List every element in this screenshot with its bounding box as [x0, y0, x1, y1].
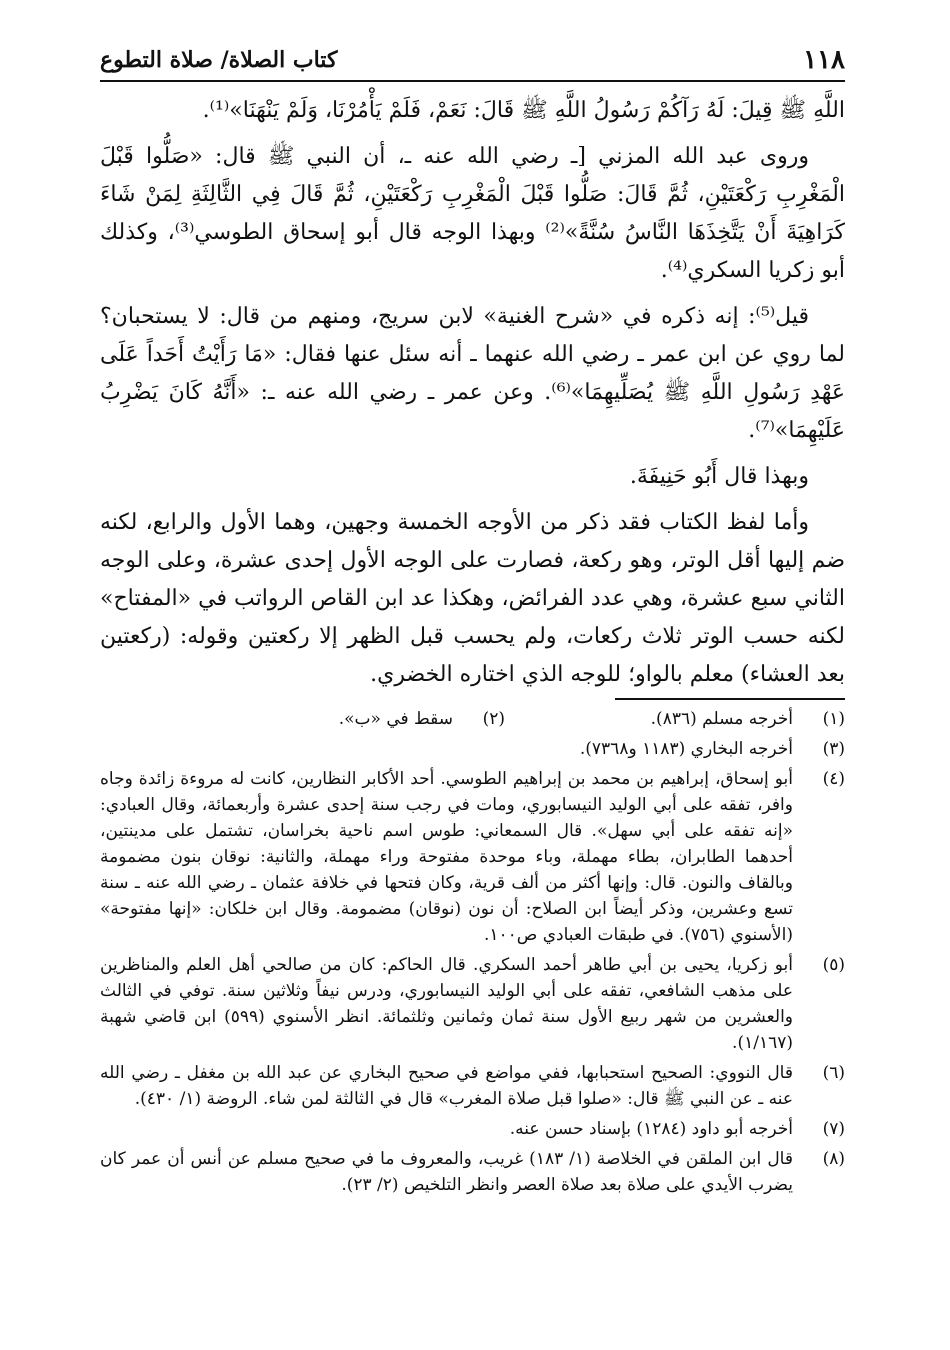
footnote: [100, 766, 845, 948]
paragraph: قيل⁽⁵⁾: إنه ذكره في «شرح الغنية» لابن سريج، ومنهم من قال: لا يستحبان؟ لما روي عن ابن عمر ـ رضي الله عنهما ـ أنه سئل عنها فقال: «مَا رَأَيْتُ أَحَداً عَلَى عَهْدِ رَسُولِ اللَّهِ ﷺ يُصَلِّيهِمَا»⁽⁶⁾. وعن عمر ـ رضي الله عنه ـ: «أَنَّهُ كَانَ يَضْرِبُ عَلَيْهِمَا»⁽⁷⁾.: [100, 304, 845, 443]
footnote-number: (٣): [822, 739, 845, 759]
paragraph: اللَّهِ ﷺ قِيلَ: لَهُ رَآكُمْ رَسُولُ اللَّهِ ﷺ قَالَ: نَعَمْ، فَلَمْ يَأْمُرْنَا، وَلَمْ يَنْهَنَا»⁽¹⁾.: [202, 98, 845, 123]
header-rule: [100, 80, 845, 82]
footnote-text: أبو إسحاق، إبراهيم بن محمد بن إبراهيم الطوسي. أحد الأكابر النظارين، كانت له مروءة زائدة وجاه وافر، تفقه على أبي الوليد النيسابوري، ومات في رجب سنة إحدى عشرة وأربعمائة، وقال العبادي: «إنه تفقه على أبي سهل». قال السمعاني: طوس اسم ناحية بخراسان، تشتمل على مدينتين، أحدهما الطابران، بطاء مهملة، وباء موحدة مفتوحة وراء مهملة، والثانية: نوقان بنون مضمومة وبالقاف والنون. قال: وإنها أكثر من ألف قرية، وكان فتحها في خلافة عثمان ـ رضي الله عنه ـ سنة تسع وعشرين، وذكر أيضاً ابن الصلاح: أن نون (نوقان) مضمومة. وقال ابن خلكان: «إنها مفتوحة» (الأسنوي (٧٥٦). في طبقات العبادي ص١٠٠.: [100, 769, 793, 945]
running-title: كتاب الصلاة/ صلاة التطوع: [100, 47, 338, 73]
footnote: [100, 1060, 845, 1112]
footnote-rule: [615, 698, 845, 700]
footnote: [165, 706, 505, 732]
footnote-number: (٤): [822, 769, 845, 789]
paragraph: وروى عبد الله المزني [ـ رضي الله عنه ـ، أن النبي ﷺ قال: «صَلُّوا قَبْلَ الْمَغْرِبِ رَكْعَتَيْنِ، ثُمَّ قَالَ: صَلُّوا قَبْلَ الْمَغْرِبِ رَكْعَتَيْنِ، ثُمَّ قَالَ فِي الثَّالِثَةِ لِمَنْ شَاءَ كَرَاهِيَةَ أَنْ يَتَّخِذَهَا النَّاسُ سُنَّةً»⁽²⁾ وبهذا الوجه قال أبو إسحاق الطوسي⁽³⁾، وكذلك أبو زكريا السكري⁽⁴⁾.: [100, 144, 845, 283]
footnote-text: أبو زكريا، يحيى بن أبي طاهر أحمد السكري. قال الحاكم: كان من صالحي أهل العلم والمناظرين على مذهب الشافعي، تفقه على أبي الوليد النيسابوري، ودرس نيفاً وثلاثين سنة. توفي في الثالث والعشرين من شهر ربيع الأول سنة ثمان وثمانين وثلثمائة. انظر الأسنوي (٥٩٩) ابن قاضي شهبة (١/١٦٧).: [100, 955, 793, 1053]
footnote: [100, 736, 845, 762]
footnotes: [100, 706, 845, 1202]
footnote-text: قال النووي: الصحيح استحبابها، ففي مواضع في صحيح البخاري عن عبد الله بن مغفل ـ رضي الله عنه ـ عن النبي ﷺ قال: «صلوا قبل صلاة المغرب» قال في الثالثة لمن شاء. الروضة (١/ ٤٣٠).: [100, 1063, 793, 1109]
footnote-text: أخرجه مسلم (٨٣٦).: [650, 709, 793, 729]
footnote-number: (٢): [482, 709, 505, 729]
footnote-text: أخرجه أبو داود (١٢٨٤) بإسناد حسن عنه.: [509, 1119, 793, 1139]
footnote-text: أخرجه البخاري (١١٨٣ و٧٣٦٨).: [579, 739, 793, 759]
main-text: [100, 92, 845, 702]
footnote: [100, 1116, 845, 1142]
footnote: [100, 952, 845, 1056]
footnote-text: سقط في «ب».: [338, 709, 453, 729]
footnote-number: (١): [822, 709, 845, 729]
footnote: [505, 706, 845, 732]
footnote-number: (٦): [822, 1063, 845, 1083]
footnote-text: قال ابن الملقن في الخلاصة (١/ ١٨٣) غريب، والمعروف ما في صحيح مسلم عن أنس أن عمر كان يضرب الأيدي على صلاة بعد صلاة العصر وانظر التلخيص (٢/ ٢٣).: [100, 1149, 793, 1195]
page-header: [100, 40, 845, 80]
paragraph: وبهذا قال أَبُو حَنِيفَةَ.: [629, 464, 809, 489]
page-number: ١١٨: [803, 45, 845, 75]
footnote: [100, 1146, 845, 1198]
footnote-row: [100, 706, 845, 732]
footnote-number: (٧): [822, 1119, 845, 1139]
footnote-number: (٨): [822, 1149, 845, 1169]
paragraph: وأما لفظ الكتاب فقد ذكر من الأوجه الخمسة وجهين، وهما الأول والرابع، لكنه ضم إليها أقل الوتر، وهو ركعة، فصارت على الوجه الأول إحدى عشرة، وعلى الوجه الثاني سبع عشرة، وهي عدد الفرائض، وهكذا عد ابن القاص الرواتب في «المفتاح» لكنه حسب الوتر ثلاث ركعات، ولم يحسب قبل الظهر إلا ركعتين وقوله: (ركعتين بعد العشاء) معلم بالواو؛ للوجه الذي اختاره الخضري.: [100, 510, 845, 687]
footnote-number: (٥): [822, 955, 845, 975]
